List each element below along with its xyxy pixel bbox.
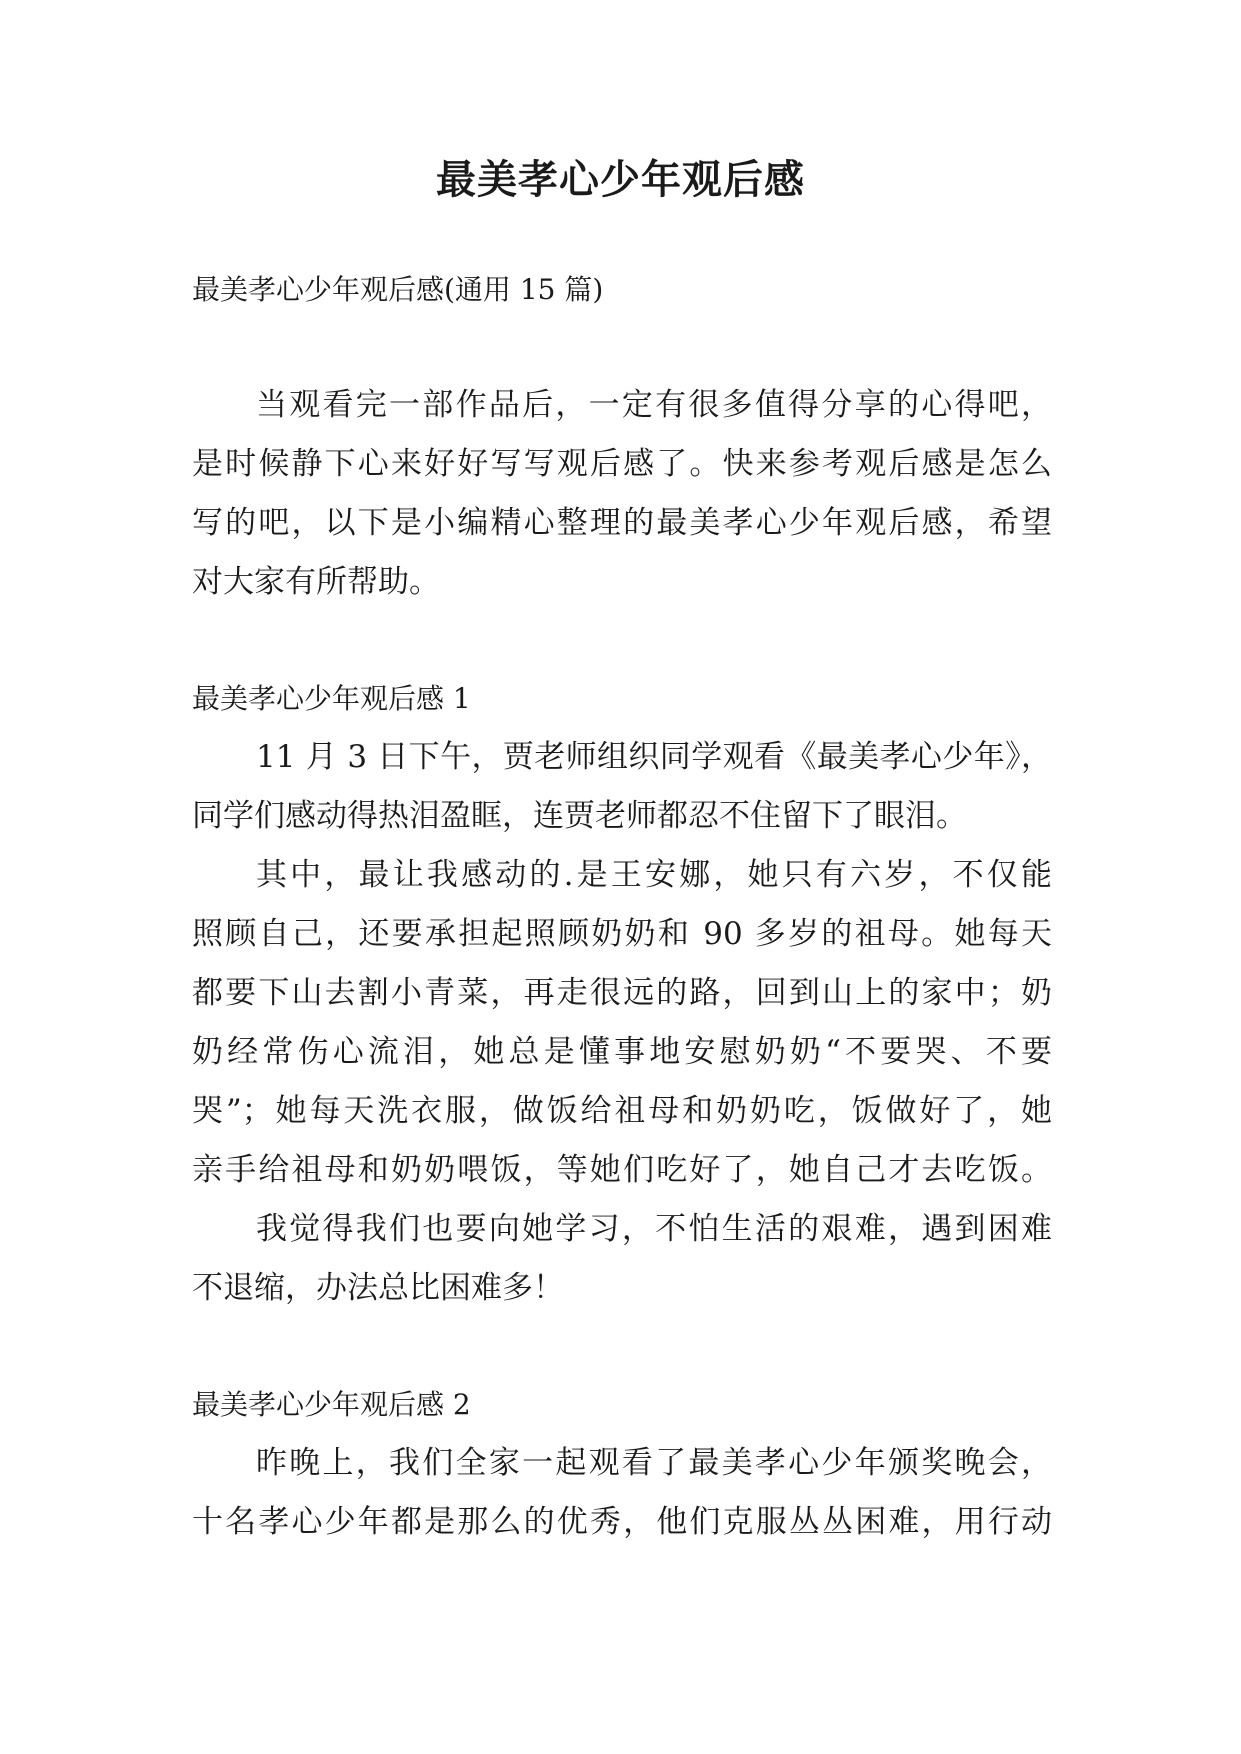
text-line: 同学们感动得热泪盈眶，连贾老师都忍不住留下了眼泪。 xyxy=(192,798,967,834)
text-line: 亲手给祖母和奶奶喂饭，等她们吃好了，她自己才去吃饭。 xyxy=(192,1152,1052,1188)
text-line: 哭”；她每天洗衣服，做饭给祖母和奶奶吃，饭做好了，她 xyxy=(192,1093,1052,1129)
text-line: 昨晚上，我们全家一起观看了最美孝心少年颁奖晚会， xyxy=(256,1445,1052,1481)
section-1-paragraph-1 xyxy=(192,728,1052,846)
section-1-paragraph-2 xyxy=(192,846,1052,1200)
text-line: 写的吧，以下是小编精心整理的最美孝心少年观后感，希望 xyxy=(192,505,1052,541)
text-line: 11 月 3 日下午，贾老师组织同学观看《最美孝心少年》， xyxy=(256,739,1052,775)
document-body xyxy=(192,260,1052,1552)
text-line: 十名孝心少年都是那么的优秀，他们克服丛丛困难，用行动 xyxy=(192,1504,1052,1540)
text-line: 当观看完一部作品后，一定有很多值得分享的心得吧， xyxy=(256,387,1052,423)
spacer xyxy=(192,319,1052,376)
section-2-heading: 最美孝心少年观后感 2 xyxy=(192,1388,471,1421)
text-line: 我觉得我们也要向她学习，不怕生活的艰难，遇到困难 xyxy=(256,1211,1052,1247)
text-line: 对大家有所帮助。 xyxy=(192,564,440,600)
document-title: 最美孝心少年观后感 xyxy=(436,156,805,203)
section-1-heading: 最美孝心少年观后感 1 xyxy=(192,682,471,715)
intro-paragraph xyxy=(192,376,1052,612)
text-line: 是时候静下心来好好写写观后感了。快来参考观后感是怎么 xyxy=(192,446,1052,482)
text-line: 其中，最让我感动的.是王安娜，她只有六岁，不仅能 xyxy=(256,857,1052,893)
section-2-paragraph-1 xyxy=(192,1434,1052,1552)
text-line: 都要下山去割小青菜，再走很远的路，回到山上的家中；奶 xyxy=(192,975,1052,1011)
text-line: 照顾自己，还要承担起照顾奶奶和 90 多岁的祖母。她每天 xyxy=(192,916,1052,952)
document-subtitle: 最美孝心少年观后感(通用 15 篇) xyxy=(192,273,604,306)
spacer xyxy=(192,612,1052,669)
text-line: 奶经常伤心流泪，她总是懂事地安慰奶奶“不要哭、不要 xyxy=(192,1034,1052,1070)
section-1-paragraph-3 xyxy=(192,1200,1052,1318)
text-line: 不退缩，办法总比困难多！ xyxy=(192,1270,564,1306)
spacer xyxy=(192,1318,1052,1375)
